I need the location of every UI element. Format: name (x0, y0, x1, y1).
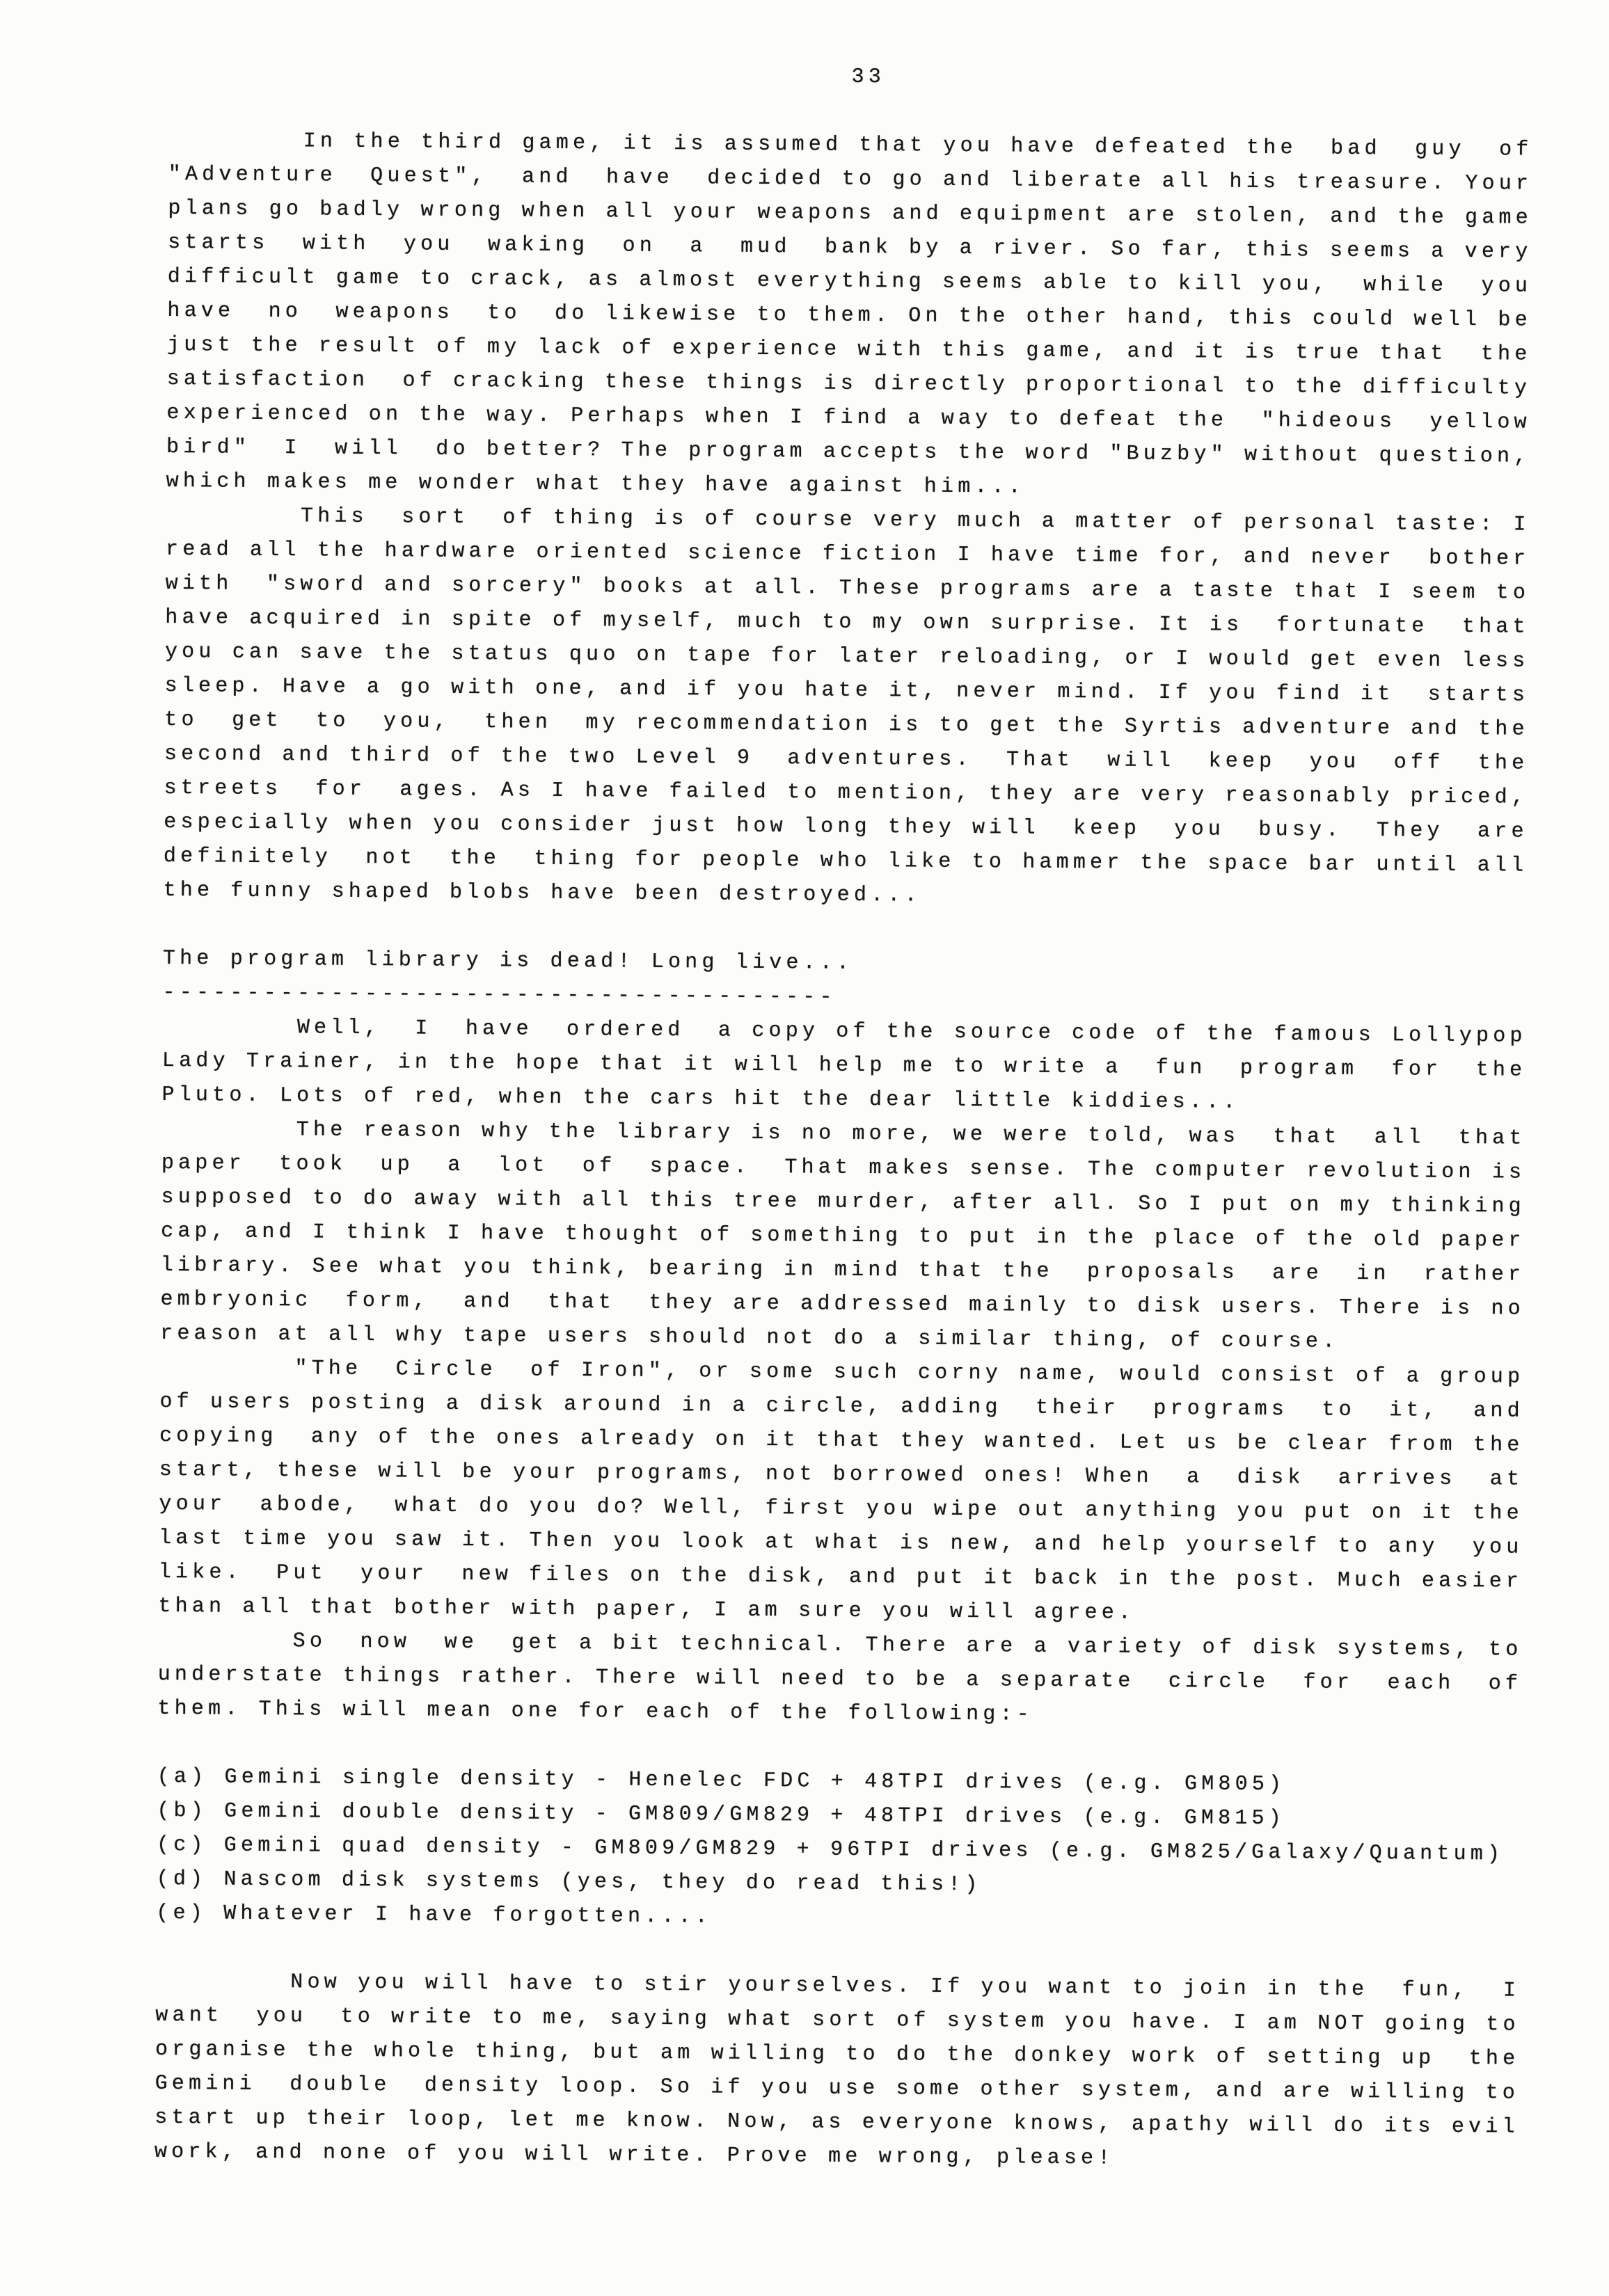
paragraph-circle-of-iron-line: than all that bother with paper, I am sure you will agree. (158, 1594, 1136, 1625)
paragraph-call-to-action-line: organise the whole thing, but am willing to do the donkey work of setting up the (154, 2037, 1520, 2071)
paragraph-personal-taste-line: you can save the status quo on tape for later reloading, or I would get even less (164, 639, 1530, 673)
paragraph-library-reason-line: supposed to do away with all this tree murder, after all. So I put on my thinking (161, 1185, 1526, 1219)
disk-systems-list-line: (e) Whatever I have forgotten.... (156, 1901, 713, 1929)
paragraph-call-to-action-line: want you to write to me, saying what sort of system you have. I am NOT going to (155, 2003, 1520, 2037)
paragraph-adventure-game-line: In the third game, it is assumed that you have defeated the bad guy of (168, 128, 1533, 162)
paragraph-circle-of-iron-line: of users posting a disk around in a circle, adding their programs to it, and (159, 1389, 1524, 1424)
paragraph-personal-taste-line: definitely not the thing for people who like to hammer the space bar until all (163, 844, 1528, 878)
paragraph-technical-line: So now we get a bit technical. There are a variety of disk systems, to (157, 1628, 1523, 1662)
paragraph-adventure-game-line: experienced on the way. Perhaps when I find a way to defeat the "hideous yellow (166, 401, 1531, 435)
paragraph-circle-of-iron-line: start, these will be your programs, not borrowed ones! When a disk arrives at (159, 1458, 1524, 1492)
paragraph-personal-taste-line: second and third of the two Level 9 adventures. That will keep you off the (164, 742, 1529, 776)
paragraph-call-to-action-line: Now you will have to stir yourselves. If you want to join in the fun, I (155, 1969, 1521, 2003)
paragraph-personal-taste-line: the funny shaped blobs have been destroyed... (163, 878, 921, 908)
paragraph-personal-taste (163, 499, 1564, 952)
paragraph-lollypop-lady-trainer-line: Pluto. Lots of red, when the cars hit the dear little kiddies... (161, 1083, 1240, 1115)
disk-systems-list (156, 1760, 1556, 1975)
page-number (168, 56, 1568, 134)
section-heading-program-library-line: ---------------------------------------- (162, 980, 837, 1010)
paragraph-library-reason-line: The reason why the library is no more, we were told, was that all that (161, 1117, 1526, 1151)
paragraph-technical (157, 1624, 1557, 1770)
paragraph-circle-of-iron-line: like. Put your new files on the disk, and put it back in the post. Much easier (158, 1560, 1523, 1594)
paragraph-adventure-game (166, 124, 1568, 509)
paragraph-personal-taste-line: especially when you consider just how long they will keep you busy. They are (164, 810, 1528, 844)
paragraph-circle-of-iron-line: "The Circle of Iron", or some such corny name, would consist of a group (159, 1355, 1525, 1389)
section-heading-program-library-line: The program library is dead! Long live... (162, 946, 854, 975)
paragraph-adventure-game-line: which makes me wonder what they have against him... (166, 469, 1026, 500)
paragraph-personal-taste-line: streets for ages. As I have failed to mention, they are very reasonably priced, (164, 776, 1529, 810)
paragraph-library-reason-line: reason at all why tape users should not do a similar thing, of course. (160, 1321, 1340, 1354)
paragraph-adventure-game-line: "Adventure Quest", and have decided to go and liberate all his treasure. Your (168, 162, 1533, 196)
paragraph-adventure-game-line: difficult game to crack, as almost everything seems able to kill you, while you (167, 264, 1532, 298)
document-body (154, 56, 1568, 2179)
paragraph-personal-taste-line: have acquired in spite of myself, much to my own surprise. It is fortunate that (165, 605, 1530, 639)
disk-systems-list-line: (c) Gemini quad density - GM809/GM829 + 96TPI drives (e.g. GM825/Galaxy/Quantum) (156, 1833, 1505, 1867)
paragraph-library-reason-line: embryonic form, and that they are addressed mainly to disk users. There is no (160, 1287, 1525, 1321)
paragraph-personal-taste-line: sleep. Have a go with one, and if you hate it, never mind. If you find it starts (164, 673, 1530, 708)
paragraph-personal-taste-line: to get to you, then my recommendation is to get the Syrtis adventure and the (164, 708, 1529, 742)
paragraph-personal-taste-line: with "sword and sorcery" books at all. These programs are a taste that I seem to (165, 571, 1530, 605)
paragraph-call-to-action (154, 1965, 1555, 2179)
paragraph-technical-line: them. This will mean one for each of the following:- (157, 1696, 1034, 1727)
disk-systems-list-line: (d) Nascom disk systems (yes, they do read this!) (156, 1867, 982, 1897)
paragraph-library-reason-line: cap, and I think I have thought of something to put in the place of the old paper (161, 1219, 1525, 1253)
section-heading-program-library (162, 942, 1562, 1020)
paragraph-circle-of-iron-line: last time you saw it. Then you look at what is new, and help yourself to any you (159, 1526, 1523, 1560)
paragraph-call-to-action-line: work, and none of you will write. Prove me wrong, please! (154, 2139, 1115, 2171)
paragraph-circle-of-iron (158, 1351, 1559, 1634)
paragraph-personal-taste-line: This sort of thing is of course very much a matter of personal taste: I (166, 503, 1530, 537)
paragraph-adventure-game-line: just the result of my lack of experience with this game, and it is true that the (166, 333, 1532, 367)
paragraph-circle-of-iron-line: your abode, what do you do? Well, first you wipe out anything you put on it the (159, 1492, 1523, 1526)
paragraph-call-to-action-line: Gemini double density loop. So if you use some other system, and are willing to (154, 2071, 1520, 2105)
paragraph-library-reason-line: library. See what you think, bearing in mind that the proposals are in rather (160, 1253, 1525, 1287)
paragraph-library-reason-line: paper took up a lot of space. That makes sense. The computer revolution is (161, 1151, 1526, 1185)
paragraph-library-reason (160, 1113, 1560, 1361)
paragraph-circle-of-iron-line: copying any of the ones already on it that they wanted. Let us be clear from the (159, 1424, 1524, 1458)
paragraph-technical-line: understate things rather. There will need to be a separate circle for each of (157, 1662, 1523, 1696)
paragraph-adventure-game-line: starts with you waking on a mud bank by a river. So far, this seems a very (168, 230, 1532, 264)
paragraph-lollypop-lady-trainer-line: Well, I have ordered a copy of the source code of the famous Lollypop (162, 1014, 1527, 1049)
paragraph-call-to-action-line: start up their loop, let me know. Now, as everyone knows, apathy will do its evil (154, 2105, 1519, 2139)
paragraph-lollypop-lady-trainer-line: Lady Trainer, in the hope that it will help me to write a fun program for the (161, 1049, 1527, 1083)
page-number-line: 33 (851, 65, 886, 90)
paragraph-adventure-game-line: bird" I will do better? The program accepts the word "Buzby" without question, (166, 435, 1531, 469)
paragraph-personal-taste-line: read all the hardware oriented science fiction I have time for, and never bother (165, 537, 1530, 571)
paragraph-adventure-game-line: have no weapons to do likewise to them. On the other hand, this could well be (167, 298, 1532, 333)
paragraph-adventure-game-line: satisfaction of cracking these things is directly proportional to the difficulty (166, 367, 1532, 401)
disk-systems-list-line: (b) Gemini double density - GM809/GM829 + 48TPI drives (e.g. GM815) (157, 1799, 1286, 1831)
disk-systems-list-line: (a) Gemini single density - Henelec FDC + 48TPI drives (e.g. GM805) (157, 1764, 1286, 1797)
paragraph-adventure-game-line: plans go badly wrong when all your weapons and equipment are stolen, and the game (168, 196, 1532, 230)
paragraph-lollypop-lady-trainer (161, 1010, 1561, 1122)
